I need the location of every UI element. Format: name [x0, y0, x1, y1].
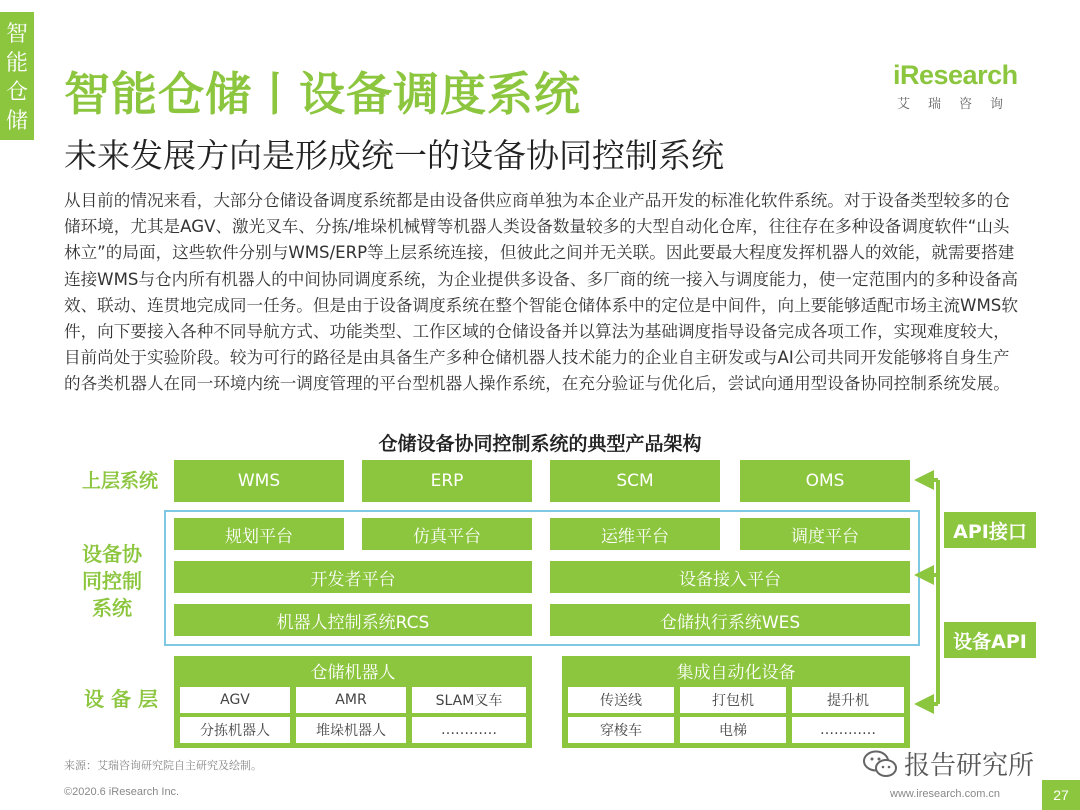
- section-tab-char: 智: [5, 22, 28, 47]
- automation-group-title: 集成自动化设备: [676, 662, 796, 683]
- diagram-title: 仓储设备协同控制系统的典型产品架构: [378, 433, 702, 455]
- site-url: www.iresearch.com.cn: [890, 788, 1001, 800]
- watermark-text: 报告研究所: [904, 751, 1035, 781]
- section-tab-char: 仓: [5, 80, 28, 105]
- device-item: 穿梭车: [568, 717, 674, 743]
- upper-system-scm: SCM: [550, 460, 720, 502]
- device-item: 分拣机器人: [180, 717, 290, 743]
- developer-platform: 开发者平台: [174, 561, 532, 593]
- logo-main-text: iResearch: [893, 60, 1018, 90]
- robot-group-title: 仓储机器人: [310, 662, 396, 683]
- page-title: 智能仓储丨设备调度系统: [64, 67, 581, 121]
- device-access-platform: 设备接入平台: [550, 561, 910, 593]
- device-item: AMR: [296, 687, 406, 713]
- label-device-layer: 设 备 层: [84, 687, 158, 711]
- section-tab: [0, 12, 34, 140]
- copyright: ©2020.6 iResearch Inc.: [64, 786, 180, 798]
- device-item: 电梯: [680, 717, 786, 743]
- page-subtitle: 未来发展方向是形成统一的设备协同控制系统: [64, 136, 724, 175]
- device-item: 提升机: [792, 687, 904, 713]
- label-coordination-system: 设备协同控制系统: [82, 542, 142, 620]
- warehouse-execution-system: 仓储执行系统WES: [550, 604, 910, 636]
- source-note: 来源：艾瑞咨询研究院自主研究及绘制。: [64, 759, 262, 772]
- platform-operations: 运维平台: [550, 518, 720, 550]
- device-item: …………: [792, 717, 904, 743]
- device-item: AGV: [180, 687, 290, 713]
- device-item: SLAM叉车: [412, 687, 526, 713]
- device-item: …………: [412, 717, 526, 743]
- section-tab-char: 储: [5, 109, 28, 134]
- device-item: 打包机: [680, 687, 786, 713]
- api-interface-box: API接口: [944, 512, 1036, 548]
- wechat-icon: [862, 749, 898, 779]
- label-upper-systems: 上层系统: [81, 470, 158, 492]
- device-item: 传送线: [568, 687, 674, 713]
- body-paragraph: 从目前的情况来看，大部分仓储设备调度系统都是由设备供应商单独为本企业产品开发的标准化软件系统。对于设备类型较多的仓储环境，尤其是AGV、激光叉车、分拣/堆垛机械臂等机器人类设备数量较多的大型自动化仓库，往往存在多种设备调度软件“山头林立”的局面，这些软件分别与WMS/ERP等上层系统连接，但彼此之间并无关联。因此要最大程度发挥机器人的效能，就需要搭建连接WMS与仓内所有机器人的中间协同调度系统，为企业提供多设备、多厂商的统一接入与调度能力，使一定范围内的多种设备高效、联动、连贯地完成同一任务。但是由于设备调度系统在整个智能仓储体系中的定位是中间件，向上要能够适配市场主流WMS软件，向下要接入各种不同导航方式、功能类型、工作区域的仓储设备并以算法为基础调度指导设备完成各项工作，实现难度较大，目前尚处于实验阶段。较为可行的路径是由具备生产多种仓储机器人技术能力的企业自主研发或与AI公司共同开发能够将自身生产的各类机器人在同一环境内统一调度管理的平台型机器人操作系统，在充分验证与优化后，尝试向通用型设备协同控制系统发展。: [64, 191, 1018, 394]
- robot-control-system: 机器人控制系统RCS: [174, 604, 532, 636]
- upper-system-erp: ERP: [362, 460, 532, 502]
- device-item: 堆垛机器人: [296, 717, 406, 743]
- upper-system-oms: OMS: [740, 460, 910, 502]
- platform-planning: 规划平台: [174, 518, 344, 550]
- page-number: 27: [1042, 780, 1080, 810]
- section-tab-char: 能: [5, 51, 28, 76]
- platform-simulation: 仿真平台: [362, 518, 532, 550]
- platform-scheduling: 调度平台: [740, 518, 910, 550]
- logo-sub-text: 艾瑞咨询: [897, 97, 1022, 112]
- watermark: [862, 745, 1034, 782]
- upper-system-wms: WMS: [174, 460, 344, 502]
- device-api-box: 设备API: [944, 622, 1036, 658]
- iresearch-logo: [893, 60, 1033, 112]
